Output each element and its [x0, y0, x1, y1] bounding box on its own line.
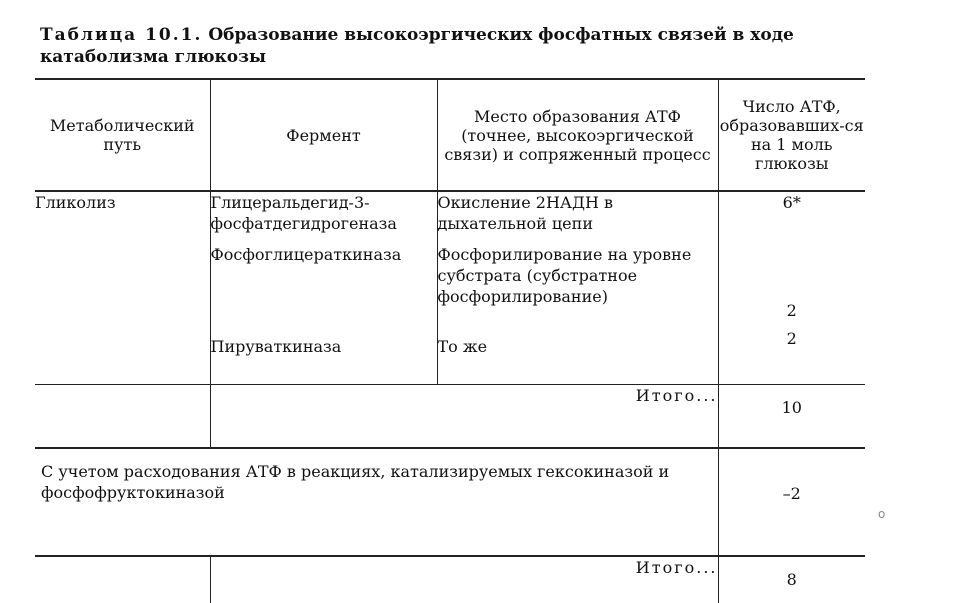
header-pathway: Метаболический путь	[35, 79, 210, 191]
total-label-1: Итого...	[210, 385, 718, 449]
atp-cell	[718, 191, 865, 385]
header-atp: Число АТФ, образовавших-ся на 1 моль глюкозы	[718, 79, 865, 191]
place-3: То же	[437, 337, 488, 356]
atp-3: 2	[786, 329, 797, 348]
table-caption: Таблица 10.1.	[40, 25, 203, 45]
pathway-cell	[35, 191, 210, 385]
atp-1: 6*	[782, 193, 801, 212]
enzyme-2: Фосфоглицераткиназа	[210, 245, 402, 264]
table-title	[40, 24, 870, 68]
place-2: Фосфорилирование на уровне субстрата (субстратное фосфорилирование)	[437, 245, 692, 306]
enzyme-cell	[210, 191, 437, 385]
total-row-1	[35, 385, 865, 449]
table-title-text: Образование высокоэргических фосфатных связей в ходе катаболизма глюкозы	[40, 25, 794, 67]
pathway-label: Гликолиз	[35, 193, 116, 212]
total-value-2: 8	[718, 556, 865, 603]
note-value: –2	[718, 448, 865, 556]
place-1: Окисление 2НАДН в дыхательной цепи	[437, 193, 614, 233]
note-text: С учетом расходования АТФ в реакциях, катализируемых гексокиназой и фосфофруктокиназой	[35, 448, 718, 556]
table-header-row	[35, 79, 865, 191]
total-value-1: 10	[718, 385, 865, 449]
enzyme-1: Глицеральдегид-3-фосфатдегидрогеназа	[210, 193, 397, 233]
enzyme-3: Пируваткиназа	[210, 337, 342, 356]
corner-mark: о	[878, 507, 886, 521]
atp-2: 2	[786, 301, 797, 320]
place-cell	[437, 191, 718, 385]
total-label-2: Итого...	[210, 556, 718, 603]
table-row	[35, 191, 865, 385]
header-place: Место образования АТФ (точнее, высокоэргической связи) и сопряженный процесс	[437, 79, 718, 191]
header-enzyme: Фермент	[210, 79, 437, 191]
total-row-2	[35, 556, 865, 603]
atp-table	[35, 78, 865, 603]
